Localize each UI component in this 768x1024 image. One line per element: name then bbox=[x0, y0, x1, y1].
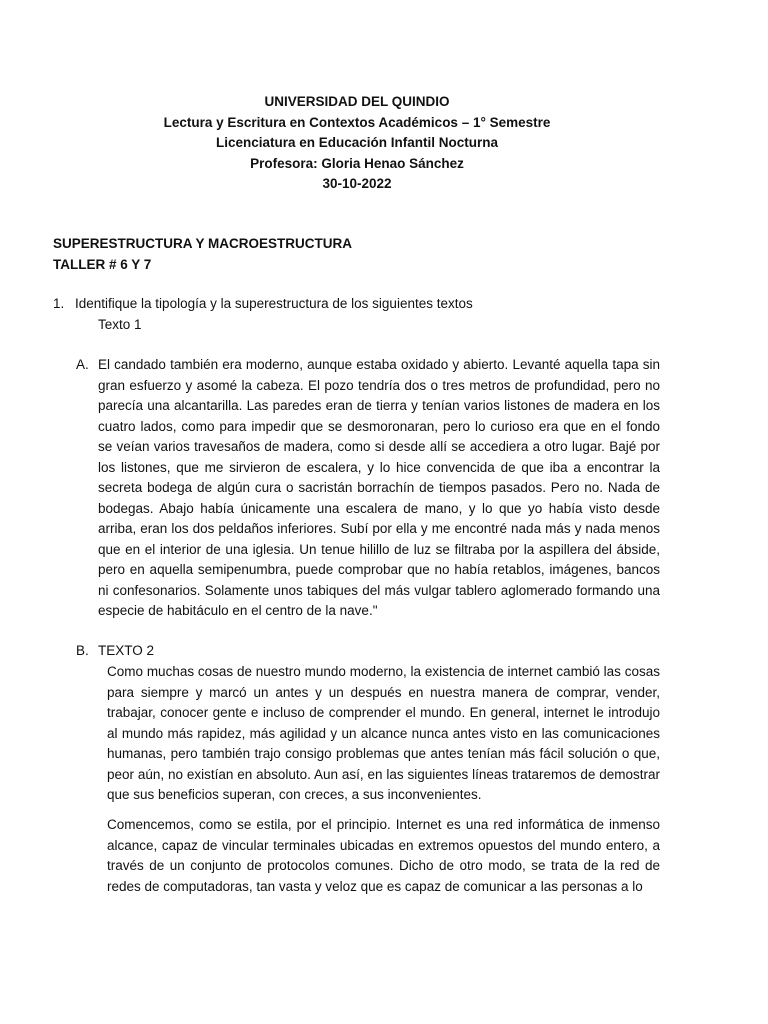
item-b-marker: B. bbox=[76, 643, 89, 658]
question-number: 1. bbox=[53, 296, 65, 311]
document-header bbox=[0, 92, 714, 195]
workshop-title: TALLER # 6 Y 7 bbox=[53, 256, 152, 272]
professor-name: Profesora: Gloria Henao Sánchez bbox=[250, 155, 464, 171]
item-b-paragraph-1: Como muchas cosas de nuestro mundo moderno, la existencia de internet cambió las cosas para siempre y marcó un antes y un después en nuestra manera de comprar, vender, trabajar, conocer gente e incluso de comprender el mundo. En general, internet le introdujo al mundo más rapidez, más agilidad y un alcance nunca antes visto en las comunicaciones humanas, pero también trajo consigo problemas que antes tenían más fácil solución o que, peor aún, no existían en absoluto. Aun así, en las siguientes líneas trataremos de demostrar que sus beneficios superan, con creces, a sus inconvenientes. bbox=[107, 664, 660, 802]
question-text: Identifique la tipología y la superestructura de los siguientes textos bbox=[75, 296, 473, 311]
item-b-paragraph-2: Comencemos, como se estila, por el principio. Internet es una red informática de inmenso alcance, capaz de vincular terminales ubicadas en extremos opuestos del mundo entero, a través de un conjunto de protocolos comunes. Dicho de otro modo, se trata de la red de redes de computadoras, tan vasta y veloz que es capaz de comunicar a las personas a lo bbox=[107, 817, 660, 894]
document-date: 30-10-2022 bbox=[322, 176, 392, 191]
texto-1-label: Texto 1 bbox=[98, 317, 142, 332]
section-heading bbox=[53, 234, 352, 275]
question-1 bbox=[53, 294, 473, 315]
course-name: Lectura y Escritura en Contextos Académicos – 1° Semestre bbox=[163, 114, 551, 130]
section-title: SUPERESTRUCTURA Y MACROESTRUCTURA bbox=[53, 236, 353, 251]
university-name: UNIVERSIDAD DEL QUINDIO bbox=[264, 94, 450, 109]
item-a-paragraph: El candado también era moderno, aunque estaba oxidado y abierto. Levanté aquella tapa sin gran esfuerzo y asomé la cabeza. El pozo tendría dos o tres metros de profundidad, pero no parecía una alcantarilla. Las paredes eran de tierra y tenían varios listones de madera en los cuatro lados, como para impedir que se desmoronaran, pero lo curioso era que en el fondo se veían varios travesaños de madera, como si desde allí se accediera a otro lugar. Bajé por los listones, que me sirvieron de escalera, y lo hice convencida de que iba a encontrar la secreta bodega de algún cura o sacristán borrachín de tiempos pasados. Pero no. Nada de bodegas. Abajo había únicamente una escalera de mano, y lo que yo había visto desde arriba, eran los dos peldaños inferiores. Subí por ella y me encontré nada más y nada menos que en el interior de una iglesia. Un tenue hilillo de luz se filtraba por la aspillera del ábside, pero en aquella semipenumbra, puede comprobar que no había retablos, imágenes, bancos ni confesonarios. Solamente unos tabiques del más vulgar tablero aglomerado formando una especie de habitáculo en el centro de la nave." bbox=[98, 357, 660, 618]
texto-2-label: TEXTO 2 bbox=[98, 643, 155, 658]
item-a-marker: A. bbox=[76, 357, 89, 372]
program-name: Licenciatura en Educación Infantil Nocturna bbox=[215, 135, 499, 150]
